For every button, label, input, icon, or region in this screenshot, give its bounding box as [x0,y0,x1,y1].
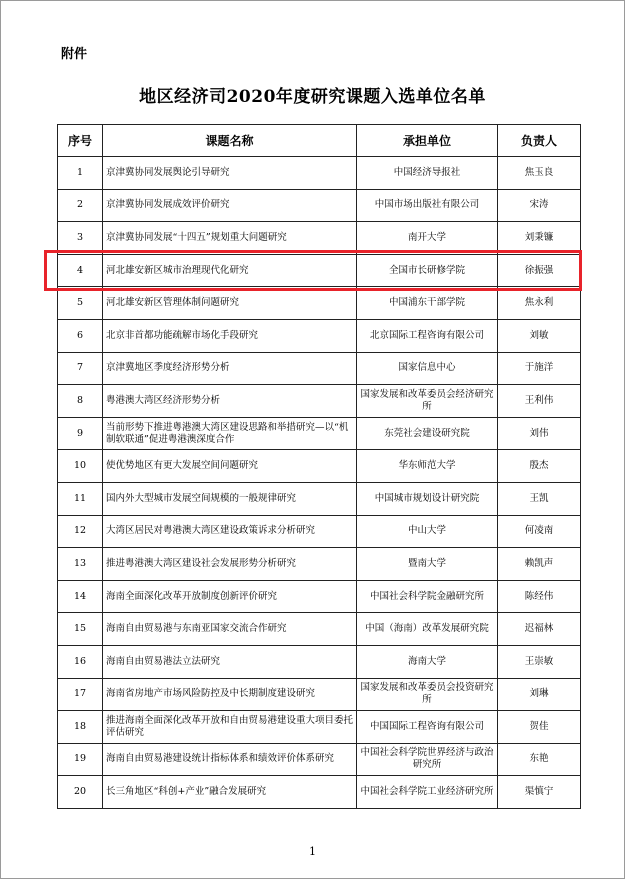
table-row [58,548,581,581]
cell-unit: 全国市长研修学院 [357,254,498,287]
cell-unit: 华东师范大学 [357,450,498,483]
cell-unit: 中国（海南）改革发展研究院 [357,613,498,646]
cell-topic-name: 粤港澳大湾区经济形势分析 [103,385,357,418]
cell-leader: 刘敏 [498,319,581,352]
cell-leader: 刘琳 [498,678,581,711]
cell-topic-name: 京津冀地区季度经济形势分析 [103,352,357,385]
cell-no: 7 [58,352,103,385]
table-row [58,352,581,385]
table-row [58,417,581,450]
cell-topic-name: 海南自由贸易港建设统计指标体系和绩效评价体系研究 [103,743,357,776]
cell-topic-name: 推进粤港澳大湾区建设社会发展形势分析研究 [103,548,357,581]
cell-no: 18 [58,711,103,744]
cell-no: 17 [58,678,103,711]
cell-leader: 王凯 [498,482,581,515]
selection-table [57,124,581,809]
table-row [58,743,581,776]
cell-leader: 何凌南 [498,515,581,548]
cell-leader: 焦永利 [498,287,581,320]
cell-topic-name: 海南自由贸易港法立法研究 [103,645,357,678]
cell-no: 16 [58,645,103,678]
table-row [58,222,581,255]
cell-no: 5 [58,287,103,320]
cell-no: 11 [58,482,103,515]
cell-unit: 中国城市规划设计研究院 [357,482,498,515]
table-row [58,645,581,678]
cell-topic-name: 京津冀协同发展成效评价研究 [103,189,357,222]
cell-unit: 中国社会科学院世界经济与政治研究所 [357,743,498,776]
cell-leader: 宋涛 [498,189,581,222]
table-row [58,319,581,352]
cell-leader: 殷杰 [498,450,581,483]
cell-no: 8 [58,385,103,418]
cell-unit: 中国社会科学院金融研究所 [357,580,498,613]
cell-leader: 赖凯声 [498,548,581,581]
cell-unit: 中国国际工程咨询有限公司 [357,711,498,744]
table-row [58,678,581,711]
cell-leader: 刘秉镰 [498,222,581,255]
cell-topic-name: 当前形势下推进粤港澳大湾区建设思路和举措研究—以“机制软联通”促进粤港澳深度合作 [103,417,357,450]
cell-topic-name: 河北雄安新区管理体制问题研究 [103,287,357,320]
cell-no: 9 [58,417,103,450]
cell-no: 4 [58,254,103,287]
cell-topic-name: 京津冀协同发展“十四五”规划重大问题研究 [103,222,357,255]
table-row [58,254,581,287]
cell-no: 2 [58,189,103,222]
table-header-row [58,125,581,157]
cell-topic-name: 国内外大型城市发展空间规模的一般规律研究 [103,482,357,515]
cell-leader: 陈经伟 [498,580,581,613]
cell-unit: 中国社会科学院工业经济研究所 [357,776,498,809]
cell-topic-name: 海南全面深化改革开放制度创新评价研究 [103,580,357,613]
cell-no: 20 [58,776,103,809]
cell-leader: 王崇敏 [498,645,581,678]
cell-no: 19 [58,743,103,776]
cell-no: 13 [58,548,103,581]
table-row [58,287,581,320]
cell-unit: 中国市场出版社有限公司 [357,189,498,222]
cell-unit: 北京国际工程咨询有限公司 [357,319,498,352]
cell-leader: 刘伟 [498,417,581,450]
table-row [58,189,581,222]
document-title: 地区经济司2020年度研究课题入选单位名单 [139,87,486,107]
cell-unit: 东莞社会建设研究院 [357,417,498,450]
cell-topic-name: 河北雄安新区城市治理现代化研究 [103,254,357,287]
cell-leader: 渠慎宁 [498,776,581,809]
cell-leader: 徐振强 [498,254,581,287]
cell-unit: 海南大学 [357,645,498,678]
cell-no: 1 [58,157,103,190]
cell-topic-name: 推进海南全面深化改革开放和自由贸易港建设重大项目委托评估研究 [103,711,357,744]
table-row [58,711,581,744]
cell-no: 10 [58,450,103,483]
header-no: 序号 [58,125,103,157]
header-unit: 承担单位 [357,125,498,157]
table-row [58,385,581,418]
cell-leader: 贺佳 [498,711,581,744]
cell-topic-name: 京津冀协同发展舆论引导研究 [103,157,357,190]
cell-leader: 东艳 [498,743,581,776]
cell-unit: 暨南大学 [357,548,498,581]
cell-unit: 中国浦东干部学院 [357,287,498,320]
table-row [58,515,581,548]
header-topic-name: 课题名称 [103,125,357,157]
cell-leader: 王利伟 [498,385,581,418]
cell-leader: 于施洋 [498,352,581,385]
cell-no: 15 [58,613,103,646]
cell-no: 12 [58,515,103,548]
table-row [58,450,581,483]
annex-label: 附件 [61,47,88,62]
cell-leader: 迟福林 [498,613,581,646]
table-row [58,613,581,646]
cell-topic-name: 海南省房地产市场风险防控及中长期制度建设研究 [103,678,357,711]
cell-unit: 中山大学 [357,515,498,548]
table-row [58,482,581,515]
cell-no: 14 [58,580,103,613]
page-number: 1 [309,845,316,858]
cell-unit: 国家发展和改革委员会经济研究所 [357,385,498,418]
cell-unit: 中国经济导报社 [357,157,498,190]
cell-unit: 国家发展和改革委员会投资研究所 [357,678,498,711]
table-row [58,776,581,809]
table-row [58,157,581,190]
cell-topic-name: 海南自由贸易港与东南亚国家交流合作研究 [103,613,357,646]
cell-topic-name: 北京非首都功能疏解市场化手段研究 [103,319,357,352]
cell-topic-name: 大湾区居民对粤港澳大湾区建设政策诉求分析研究 [103,515,357,548]
table-row [58,580,581,613]
cell-no: 3 [58,222,103,255]
header-leader: 负责人 [498,125,581,157]
cell-leader: 焦玉良 [498,157,581,190]
cell-no: 6 [58,319,103,352]
cell-unit: 国家信息中心 [357,352,498,385]
cell-unit: 南开大学 [357,222,498,255]
cell-topic-name: 长三角地区“科创+产业”融合发展研究 [103,776,357,809]
cell-topic-name: 使优势地区有更大发展空间问题研究 [103,450,357,483]
